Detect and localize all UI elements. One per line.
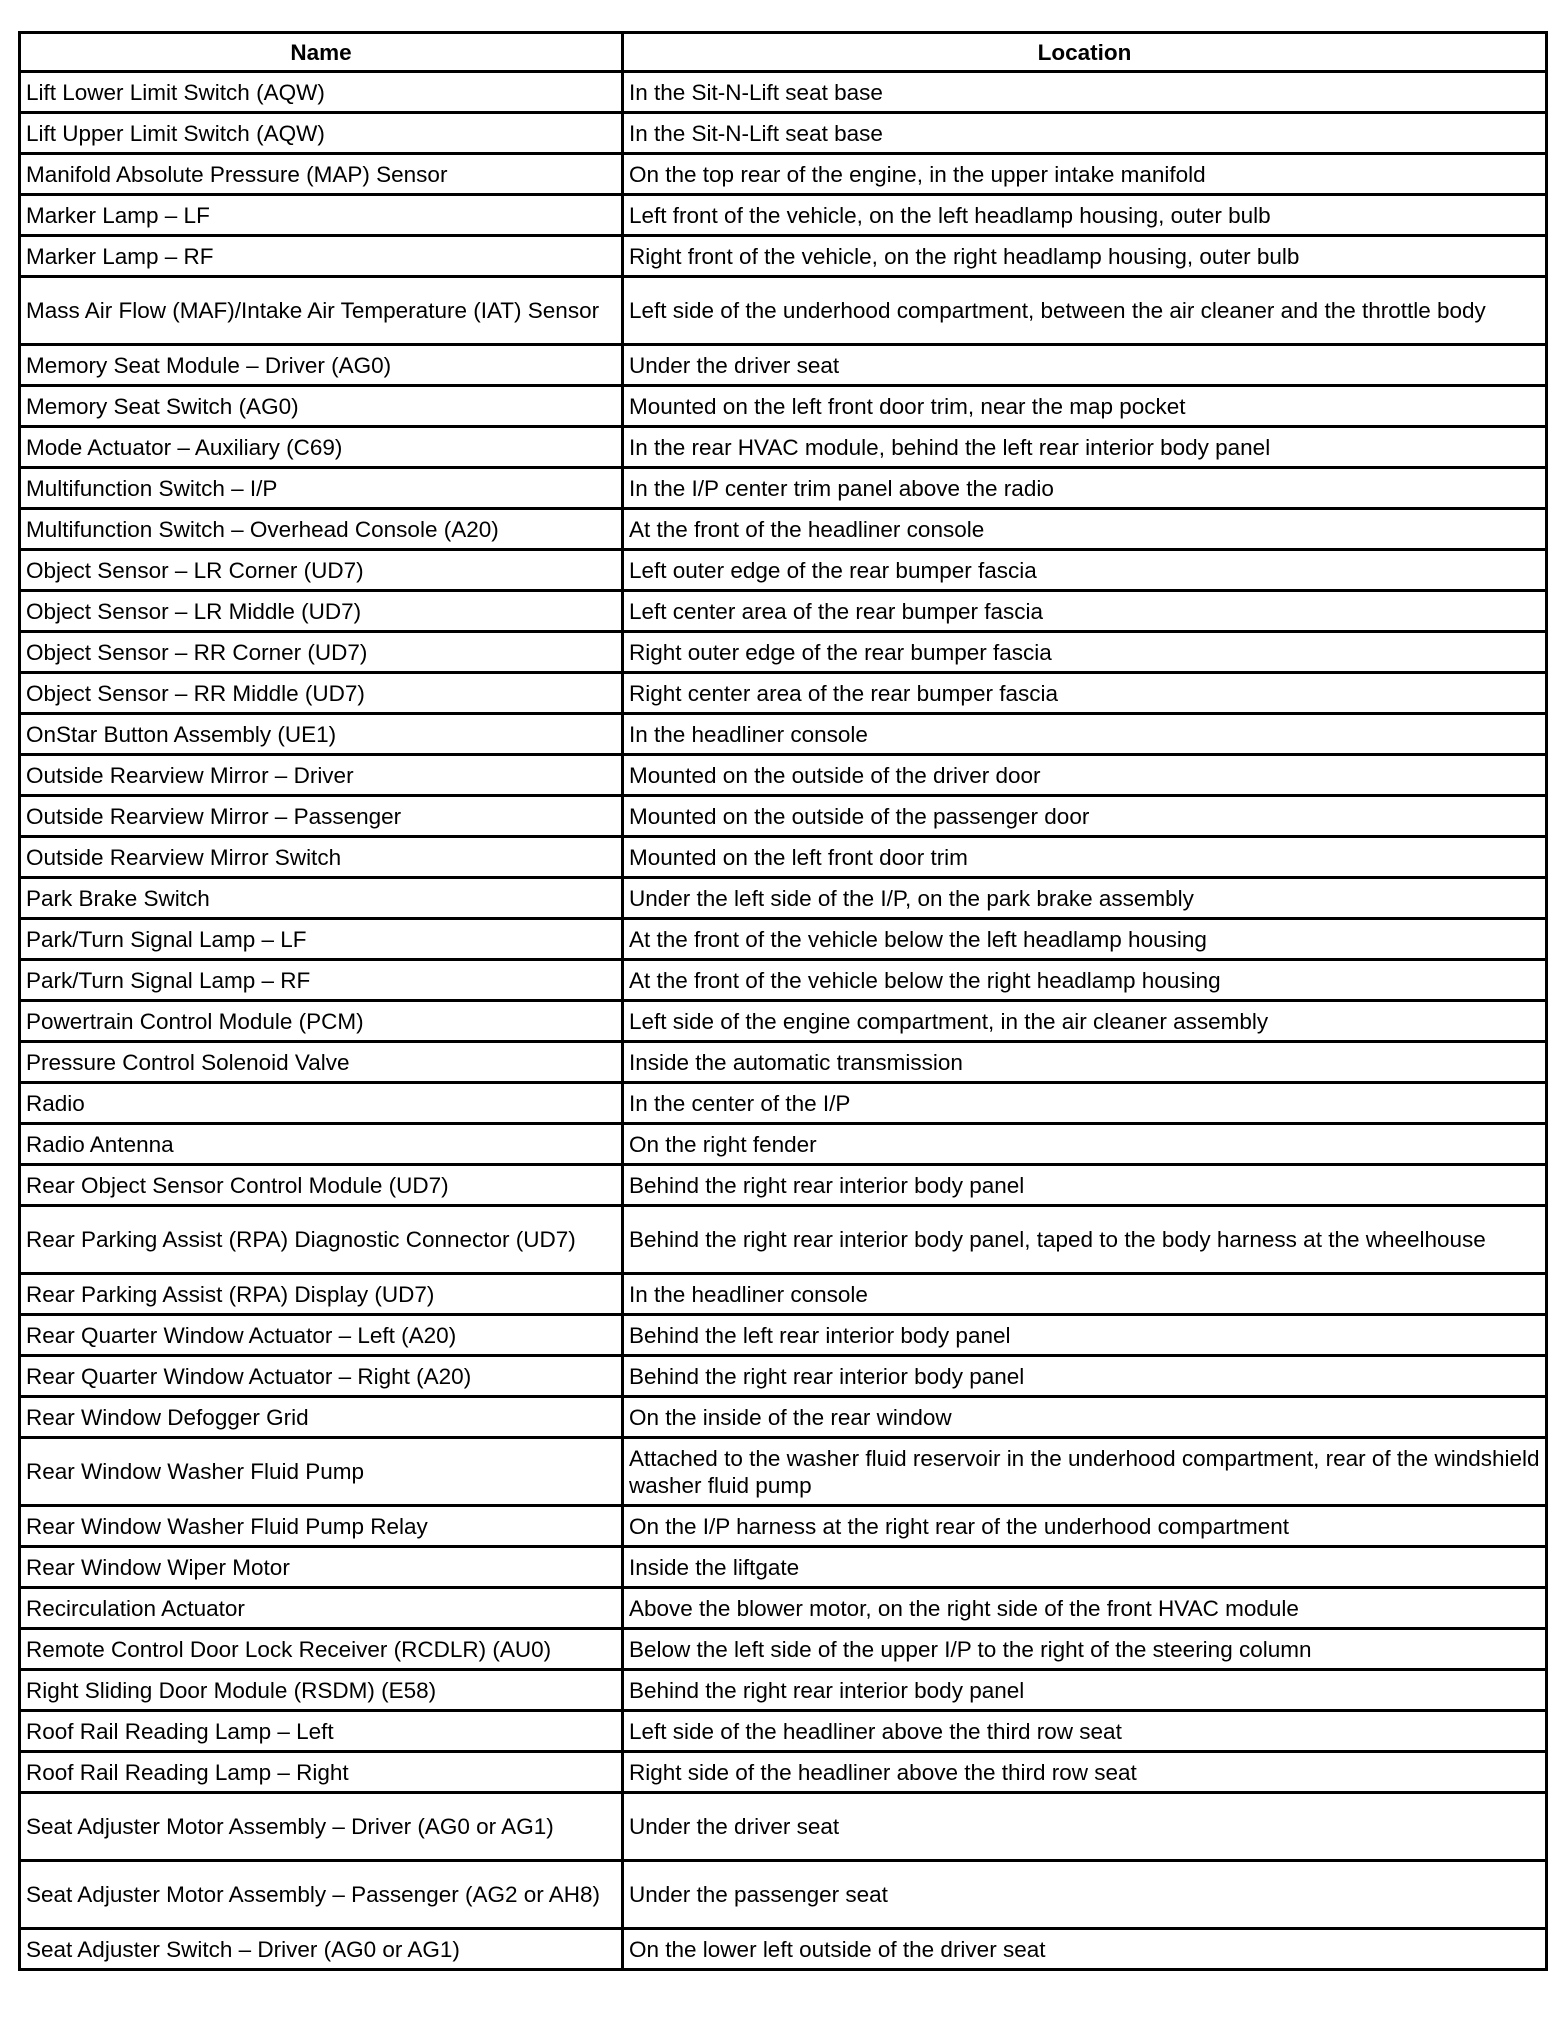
component-name-cell: Rear Parking Assist (RPA) Display (UD7) [20, 1274, 623, 1315]
component-name-cell: Powertrain Control Module (PCM) [20, 1001, 623, 1042]
component-name-cell: OnStar Button Assembly (UE1) [20, 714, 623, 755]
component-location-cell: In the headliner console [623, 1274, 1547, 1315]
table-row [20, 427, 1547, 468]
table-row [20, 468, 1547, 509]
table-row [20, 1861, 1547, 1929]
component-name-cell: Park Brake Switch [20, 878, 623, 919]
component-location-cell: Right center area of the rear bumper fascia [623, 673, 1547, 714]
table-row [20, 1752, 1547, 1793]
component-name-cell: Outside Rearview Mirror – Passenger [20, 796, 623, 837]
component-name-cell: Roof Rail Reading Lamp – Right [20, 1752, 623, 1793]
component-name-cell: Seat Adjuster Motor Assembly – Driver (AG0 or AG1) [20, 1793, 623, 1861]
table-row [20, 1206, 1547, 1274]
component-location-cell: In the Sit-N-Lift seat base [623, 113, 1547, 154]
component-location-cell: Under the driver seat [623, 1793, 1547, 1861]
component-location-cell: Inside the automatic transmission [623, 1042, 1547, 1083]
component-name-cell: Multifunction Switch – I/P [20, 468, 623, 509]
component-location-cell: Left side of the engine compartment, in the air cleaner assembly [623, 1001, 1547, 1042]
table-body [20, 72, 1547, 1970]
component-location-cell: Right outer edge of the rear bumper fascia [623, 632, 1547, 673]
component-name-cell: Park/Turn Signal Lamp – LF [20, 919, 623, 960]
component-name-cell: Lift Upper Limit Switch (AQW) [20, 113, 623, 154]
component-name-cell: Recirculation Actuator [20, 1588, 623, 1629]
component-location-sheet [18, 31, 1545, 1971]
component-location-cell: In the rear HVAC module, behind the left rear interior body panel [623, 427, 1547, 468]
component-name-cell: Object Sensor – RR Middle (UD7) [20, 673, 623, 714]
table-row [20, 1124, 1547, 1165]
table-row [20, 796, 1547, 837]
component-name-cell: Object Sensor – LR Middle (UD7) [20, 591, 623, 632]
table-row [20, 1438, 1547, 1506]
table-row [20, 878, 1547, 919]
table-row [20, 1929, 1547, 1970]
component-location-cell: Right side of the headliner above the third row seat [623, 1752, 1547, 1793]
table-row [20, 345, 1547, 386]
component-name-cell: Rear Window Defogger Grid [20, 1397, 623, 1438]
component-name-cell: Mass Air Flow (MAF)/Intake Air Temperature (IAT) Sensor [20, 277, 623, 345]
table-row [20, 1588, 1547, 1629]
component-location-cell: Left center area of the rear bumper fascia [623, 591, 1547, 632]
component-name-cell: Rear Window Washer Fluid Pump Relay [20, 1506, 623, 1547]
component-location-cell: On the lower left outside of the driver seat [623, 1929, 1547, 1970]
component-name-cell: Radio [20, 1083, 623, 1124]
component-location-cell: On the inside of the rear window [623, 1397, 1547, 1438]
component-name-cell: Marker Lamp – LF [20, 195, 623, 236]
component-location-cell: On the right fender [623, 1124, 1547, 1165]
component-location-cell: Under the passenger seat [623, 1861, 1547, 1929]
component-name-cell: Lift Lower Limit Switch (AQW) [20, 72, 623, 113]
component-name-cell: Remote Control Door Lock Receiver (RCDLR) (AU0) [20, 1629, 623, 1670]
component-location-cell: Left front of the vehicle, on the left headlamp housing, outer bulb [623, 195, 1547, 236]
table-row [20, 632, 1547, 673]
component-location-cell: Attached to the washer fluid reservoir in the underhood compartment, rear of the windshield washer fluid pump [623, 1438, 1547, 1506]
table-row [20, 1629, 1547, 1670]
component-name-cell: Memory Seat Switch (AG0) [20, 386, 623, 427]
table-row [20, 1274, 1547, 1315]
table-row [20, 714, 1547, 755]
component-location-cell: Behind the right rear interior body panel [623, 1356, 1547, 1397]
table-row [20, 1793, 1547, 1861]
table-row [20, 1001, 1547, 1042]
table-row [20, 837, 1547, 878]
table-header-row [20, 33, 1547, 72]
component-name-cell: Memory Seat Module – Driver (AG0) [20, 345, 623, 386]
component-location-table [18, 31, 1548, 1971]
component-location-cell: Above the blower motor, on the right side of the front HVAC module [623, 1588, 1547, 1629]
table-row [20, 673, 1547, 714]
component-location-cell: In the I/P center trim panel above the radio [623, 468, 1547, 509]
component-location-cell: Under the left side of the I/P, on the park brake assembly [623, 878, 1547, 919]
table-row [20, 919, 1547, 960]
table-row [20, 550, 1547, 591]
table-row [20, 755, 1547, 796]
table-row [20, 509, 1547, 550]
component-location-cell: Inside the liftgate [623, 1547, 1547, 1588]
component-name-cell: Rear Window Wiper Motor [20, 1547, 623, 1588]
component-name-cell: Outside Rearview Mirror Switch [20, 837, 623, 878]
component-name-cell: Mode Actuator – Auxiliary (C69) [20, 427, 623, 468]
component-location-cell: At the front of the vehicle below the right headlamp housing [623, 960, 1547, 1001]
table-row [20, 1547, 1547, 1588]
component-name-cell: Radio Antenna [20, 1124, 623, 1165]
component-location-cell: Left outer edge of the rear bumper fascia [623, 550, 1547, 591]
table-row [20, 1165, 1547, 1206]
table-row [20, 1315, 1547, 1356]
component-name-cell: Rear Window Washer Fluid Pump [20, 1438, 623, 1506]
table-row [20, 1356, 1547, 1397]
component-name-cell: Marker Lamp – RF [20, 236, 623, 277]
table-row [20, 591, 1547, 632]
component-location-cell: Mounted on the outside of the passenger door [623, 796, 1547, 837]
component-location-cell: In the center of the I/P [623, 1083, 1547, 1124]
component-name-cell: Pressure Control Solenoid Valve [20, 1042, 623, 1083]
component-name-cell: Roof Rail Reading Lamp – Left [20, 1711, 623, 1752]
table-row [20, 236, 1547, 277]
table-row [20, 1042, 1547, 1083]
component-name-cell: Rear Parking Assist (RPA) Diagnostic Connector (UD7) [20, 1206, 623, 1274]
table-row [20, 960, 1547, 1001]
component-location-cell: Behind the right rear interior body panel, taped to the body harness at the wheelhouse [623, 1206, 1547, 1274]
component-location-cell: Left side of the underhood compartment, between the air cleaner and the throttle body [623, 277, 1547, 345]
component-location-cell: Under the driver seat [623, 345, 1547, 386]
table-row [20, 386, 1547, 427]
table-row [20, 1711, 1547, 1752]
column-header-name: Name [20, 33, 623, 72]
table-row [20, 113, 1547, 154]
component-location-cell: Right front of the vehicle, on the right headlamp housing, outer bulb [623, 236, 1547, 277]
component-name-cell: Seat Adjuster Motor Assembly – Passenger (AG2 or AH8) [20, 1861, 623, 1929]
component-name-cell: Object Sensor – RR Corner (UD7) [20, 632, 623, 673]
table-row [20, 72, 1547, 113]
component-location-cell: On the top rear of the engine, in the upper intake manifold [623, 154, 1547, 195]
component-name-cell: Right Sliding Door Module (RSDM) (E58) [20, 1670, 623, 1711]
component-location-cell: Left side of the headliner above the third row seat [623, 1711, 1547, 1752]
component-name-cell: Seat Adjuster Switch – Driver (AG0 or AG1) [20, 1929, 623, 1970]
table-row [20, 1506, 1547, 1547]
component-location-cell: At the front of the headliner console [623, 509, 1547, 550]
table-row [20, 277, 1547, 345]
component-location-cell: Mounted on the left front door trim [623, 837, 1547, 878]
component-location-cell: Mounted on the left front door trim, near the map pocket [623, 386, 1547, 427]
table-row [20, 195, 1547, 236]
component-name-cell: Multifunction Switch – Overhead Console (A20) [20, 509, 623, 550]
component-name-cell: Object Sensor – LR Corner (UD7) [20, 550, 623, 591]
component-name-cell: Rear Object Sensor Control Module (UD7) [20, 1165, 623, 1206]
component-name-cell: Rear Quarter Window Actuator – Right (A20) [20, 1356, 623, 1397]
component-name-cell: Park/Turn Signal Lamp – RF [20, 960, 623, 1001]
component-location-cell: At the front of the vehicle below the left headlamp housing [623, 919, 1547, 960]
component-location-cell: Mounted on the outside of the driver door [623, 755, 1547, 796]
component-name-cell: Manifold Absolute Pressure (MAP) Sensor [20, 154, 623, 195]
column-header-location: Location [623, 33, 1547, 72]
table-row [20, 154, 1547, 195]
component-location-cell: Below the left side of the upper I/P to the right of the steering column [623, 1629, 1547, 1670]
table-row [20, 1083, 1547, 1124]
component-name-cell: Rear Quarter Window Actuator – Left (A20) [20, 1315, 623, 1356]
table-row [20, 1670, 1547, 1711]
component-location-cell: Behind the left rear interior body panel [623, 1315, 1547, 1356]
component-location-cell: Behind the right rear interior body panel [623, 1165, 1547, 1206]
table-row [20, 1397, 1547, 1438]
component-location-cell: In the Sit-N-Lift seat base [623, 72, 1547, 113]
component-location-cell: In the headliner console [623, 714, 1547, 755]
component-location-cell: On the I/P harness at the right rear of the underhood compartment [623, 1506, 1547, 1547]
component-name-cell: Outside Rearview Mirror – Driver [20, 755, 623, 796]
component-location-cell: Behind the right rear interior body panel [623, 1670, 1547, 1711]
